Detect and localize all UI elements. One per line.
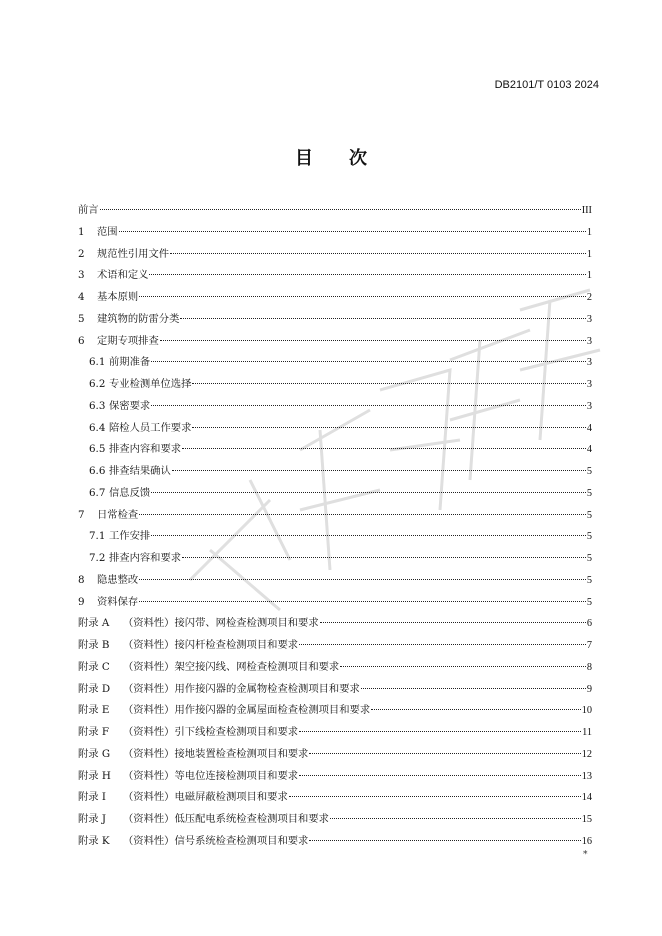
- toc-entry-number: 附录 B: [78, 639, 110, 651]
- toc-leader-dots: [309, 828, 580, 841]
- title-char-2: 次: [349, 148, 367, 169]
- toc-entry-number: 附录 G: [78, 747, 111, 760]
- toc-entry-page: 7: [586, 640, 592, 651]
- toc-entry-label: 排查内容和要求: [109, 443, 182, 456]
- toc-entry-number: 1: [78, 225, 85, 238]
- toc-entry-label: （资料性）低压配电系统检查检测项目和要求: [123, 813, 329, 825]
- toc-entry-number: 附录 A: [78, 617, 110, 630]
- toc-entry-label: （资料性）接闪带、网检查检测项目和要求: [123, 617, 319, 630]
- toc-entry-page: 9: [586, 683, 592, 695]
- table-of-contents: [78, 200, 592, 853]
- toc-entry-number: 6.5: [89, 443, 106, 456]
- toc-entry-page: 5: [586, 574, 592, 586]
- toc-entry-label: 基本原则: [97, 291, 139, 303]
- toc-entry-label: 定期专项排查: [97, 334, 159, 347]
- toc-entry-page: 2: [586, 292, 592, 303]
- toc-entry-page: 12: [581, 748, 592, 760]
- toc-entry-label: 术语和定义: [97, 269, 149, 282]
- toc-entry-number: 附录 K: [78, 834, 110, 847]
- toc-entry-number: 6: [78, 334, 85, 347]
- toc-entry-page: 13: [581, 770, 592, 782]
- toc-leader-dots: [182, 545, 586, 558]
- toc-entry-page: 11: [582, 727, 592, 738]
- toc-leader-dots: [139, 284, 586, 297]
- toc-leader-dots: [182, 436, 586, 449]
- toc-leader-dots: [139, 589, 586, 602]
- toc-entry-number: 附录 E: [78, 704, 110, 717]
- toc-entry-page: 3: [586, 335, 592, 347]
- toc-entry-page: 16: [581, 835, 592, 847]
- toc-entry-label: 专业检测单位选择: [109, 378, 192, 390]
- toc-entry-number: 6.1: [89, 356, 106, 369]
- toc-entry-label: 工作安排: [109, 530, 151, 543]
- toc-entry-page: 5: [586, 596, 592, 608]
- toc-entry-page: 3: [586, 379, 592, 390]
- toc-entry-number: 附录 D: [78, 682, 111, 695]
- toc-leader-dots: [340, 654, 586, 667]
- toc-entry-page: 1: [586, 226, 592, 238]
- toc-entry-page: 3: [586, 357, 592, 369]
- toc-entry-page: 5: [586, 487, 592, 499]
- toc-leader-dots: [151, 480, 586, 493]
- toc-leader-dots: [299, 719, 581, 732]
- toc-entry-label: 范围: [97, 225, 118, 238]
- toc-entry-number: 8: [78, 573, 85, 586]
- toc-entry-number: 附录 H: [78, 769, 111, 782]
- toc-leader-dots: [151, 393, 586, 406]
- toc-leader-dots: [149, 262, 585, 275]
- page-title: [0, 144, 662, 170]
- toc-entry-number: 7.1: [89, 530, 106, 543]
- toc-leader-dots: [160, 328, 586, 341]
- toc-leader-dots: [330, 806, 581, 819]
- toc-entry-label: 规范性引用文件: [97, 247, 170, 260]
- title-char-1: 目: [295, 148, 313, 169]
- toc-entry-page: 4: [586, 422, 592, 434]
- toc-entry-number: 6.2: [89, 378, 106, 390]
- toc-entry-page: 5: [586, 509, 592, 521]
- toc-leader-dots: [192, 371, 585, 384]
- toc-entry-label: 陪检人员工作要求: [109, 421, 192, 434]
- toc-entry-page: 8: [586, 661, 592, 673]
- toc-entry-label: （资料性）架空接闪线、网检查检测项目和要求: [123, 660, 340, 673]
- toc-entry-label: （资料性）接闪杆检查检测项目和要求: [123, 639, 299, 651]
- toc-leader-dots: [299, 632, 586, 645]
- toc-entry-number: 3: [78, 269, 85, 282]
- toc-entry-label: 隐患整改: [97, 573, 139, 586]
- footer-mark: *: [583, 850, 588, 860]
- toc-leader-dots: [139, 502, 586, 515]
- toc-entry-number: 6.3: [89, 399, 106, 412]
- toc-entry-label: （资料性）引下线检查检测项目和要求: [123, 726, 299, 738]
- toc-entry-page: 6: [586, 618, 592, 630]
- toc-entry-page: 5: [586, 531, 592, 543]
- toc-entry-page: 14: [581, 792, 592, 804]
- toc-entry-label: （资料性）电磁屏蔽检测项目和要求: [123, 791, 288, 804]
- toc-entry-page: III: [581, 205, 592, 216]
- toc-entry-number: 2: [78, 247, 85, 260]
- toc-leader-dots: [151, 523, 586, 536]
- toc-leader-dots: [119, 219, 586, 232]
- toc-leader-dots: [289, 784, 581, 797]
- toc-entry-label: 前期准备: [109, 356, 151, 369]
- toc-entry-label: （资料性）等电位连接检测项目和要求: [123, 769, 299, 782]
- toc-entry-page: 15: [581, 814, 592, 825]
- toc-entry-label: 建筑物的防雷分类: [97, 312, 180, 325]
- toc-entry-page: 3: [586, 400, 592, 412]
- toc-entry-number: 7: [78, 508, 85, 521]
- toc-entry-page: 5: [586, 466, 592, 477]
- toc-entry-page: 1: [586, 270, 592, 282]
- toc-leader-dots: [361, 676, 586, 689]
- toc-entry-number: 7.2: [89, 552, 106, 564]
- toc-entry-label: 资料保存: [97, 595, 139, 608]
- toc-entry-number: 附录 J: [78, 813, 106, 825]
- toc-entry[interactable]: [78, 831, 592, 853]
- toc-entry-number: 6.7: [89, 486, 106, 499]
- toc-entry-label: 排查结果确认: [109, 465, 171, 477]
- toc-entry-label: 信息反馈: [109, 486, 151, 499]
- toc-entry-label: 保密要求: [109, 399, 151, 412]
- toc-entry-label: 前言: [78, 204, 99, 216]
- toc-leader-dots: [320, 610, 586, 623]
- toc-entry-number: 6.6: [89, 465, 106, 477]
- toc-entry-label: （资料性）用作接闪器的金属物检查检测项目和要求: [123, 682, 360, 695]
- toc-leader-dots: [139, 567, 586, 580]
- toc-entry-number: 附录 I: [78, 791, 106, 804]
- toc-entry-page: 10: [581, 705, 592, 717]
- toc-entry-page: 5: [586, 553, 592, 564]
- toc-entry-number: 9: [78, 595, 85, 608]
- toc-entry-label: 排查内容和要求: [109, 552, 182, 564]
- toc-entry-number: 4: [78, 291, 85, 303]
- toc-entry-label: （资料性）接地装置检查检测项目和要求: [123, 747, 309, 760]
- toc-leader-dots: [100, 197, 581, 210]
- toc-leader-dots: [371, 697, 581, 710]
- toc-leader-dots: [170, 241, 586, 254]
- toc-leader-dots: [299, 763, 581, 776]
- toc-entry-number: 附录 C: [78, 660, 110, 673]
- toc-leader-dots: [180, 306, 585, 319]
- toc-leader-dots: [309, 741, 580, 754]
- toc-entry-number: 6.4: [89, 421, 106, 434]
- toc-entry-number: 附录 F: [78, 726, 110, 738]
- toc-entry-label: （资料性）用作接闪器的金属屋面检查检测项目和要求: [123, 704, 371, 717]
- toc-entry-page: 1: [586, 248, 592, 260]
- toc-entry-label: 日常检查: [97, 508, 139, 521]
- toc-leader-dots: [192, 415, 585, 428]
- toc-entry-number: 5: [78, 312, 85, 325]
- toc-leader-dots: [172, 458, 586, 471]
- toc-entry-page: 3: [586, 313, 592, 325]
- toc-entry-page: 4: [586, 444, 592, 456]
- document-number: DB2101/T 0103 2024: [494, 79, 599, 91]
- toc-leader-dots: [151, 349, 586, 362]
- toc-entry-label: （资料性）信号系统检查检测项目和要求: [123, 834, 309, 847]
